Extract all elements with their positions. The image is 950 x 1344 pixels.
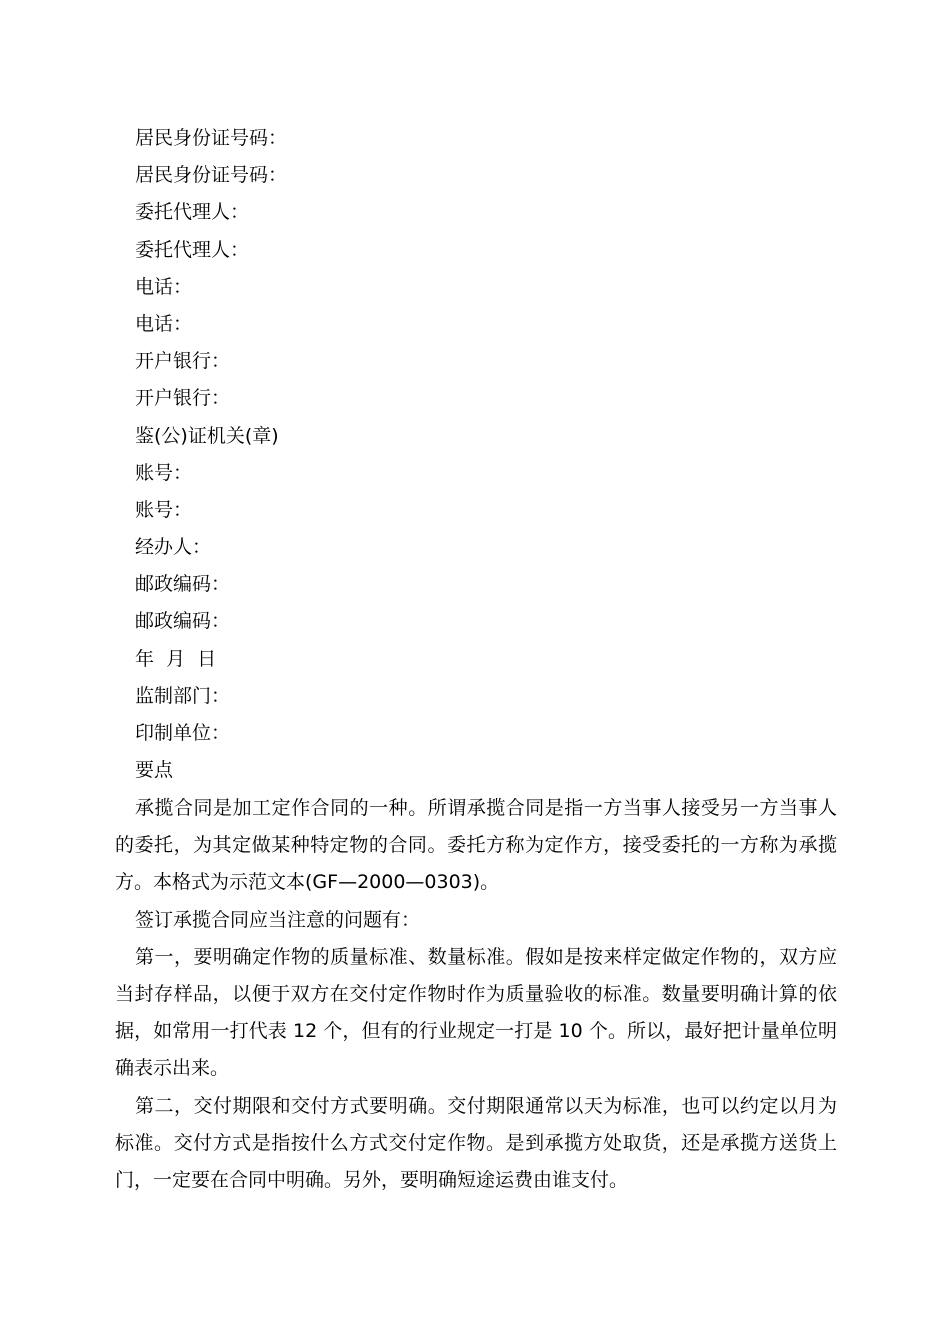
paragraph-first-point: 第一，要明确定作物的质量标准、数量标准。假如是按来样定做定作物的，双方应当封存样品，以便于双方在交付定作物时作为质量验收的标准。数量要明确计算的依据，如常用一打代表 12 个，但有的行业规定一打是 10 个。所以，最好把计量单位明确表示出来。 [115, 945, 837, 1080]
key-points-body [115, 790, 837, 1199]
field-agent-1: 委托代理人： [135, 201, 250, 224]
field-account-2: 账号： [135, 498, 193, 521]
field-notary-seal: 鉴(公)证机关(章) [135, 424, 279, 447]
field-account-1: 账号： [135, 461, 193, 484]
field-printing-unit: 印制单位： [135, 722, 231, 744]
section-heading-key-points: 要点 [135, 759, 174, 782]
contract-fields [135, 120, 835, 789]
paragraph-intro-issues: 签订承揽合同应当注意的问题有： [135, 908, 421, 931]
field-postcode-1: 邮政编码： [135, 573, 231, 596]
field-phone-1: 电话： [135, 275, 193, 298]
field-phone-2: 电话： [135, 312, 193, 335]
field-bank-1: 开户银行： [135, 350, 231, 373]
field-handler: 经办人： [135, 536, 212, 559]
field-postcode-2: 邮政编码： [135, 610, 231, 633]
field-id-number-2: 居民身份证号码： [135, 164, 288, 187]
field-agent-2: 委托代理人： [135, 238, 250, 261]
field-bank-2: 开户银行： [135, 387, 231, 410]
paragraph-definition: 承揽合同是加工定作合同的一种。所谓承揽合同是指一方当事人接受另一方当事人的委托，为其定做某种特定物的合同。委托方称为定作方，接受委托的一方称为承揽方。本格式为示范文本(GF—2000—0303)。 [115, 797, 837, 894]
field-supervising-dept: 监制部门： [135, 684, 231, 707]
paragraph-second-point: 第二，交付期限和交付方式要明确。交付期限通常以天为标准，也可以约定以月为标准。交付方式是指按什么方式交付定作物。是到承揽方处取货，还是承揽方送货上门，一定要在合同中明确。另外，要明确短途运费由谁支付。 [115, 1094, 837, 1192]
field-id-number-1: 居民身份证号码： [135, 127, 288, 149]
field-date: 年 月 日 [135, 647, 217, 670]
